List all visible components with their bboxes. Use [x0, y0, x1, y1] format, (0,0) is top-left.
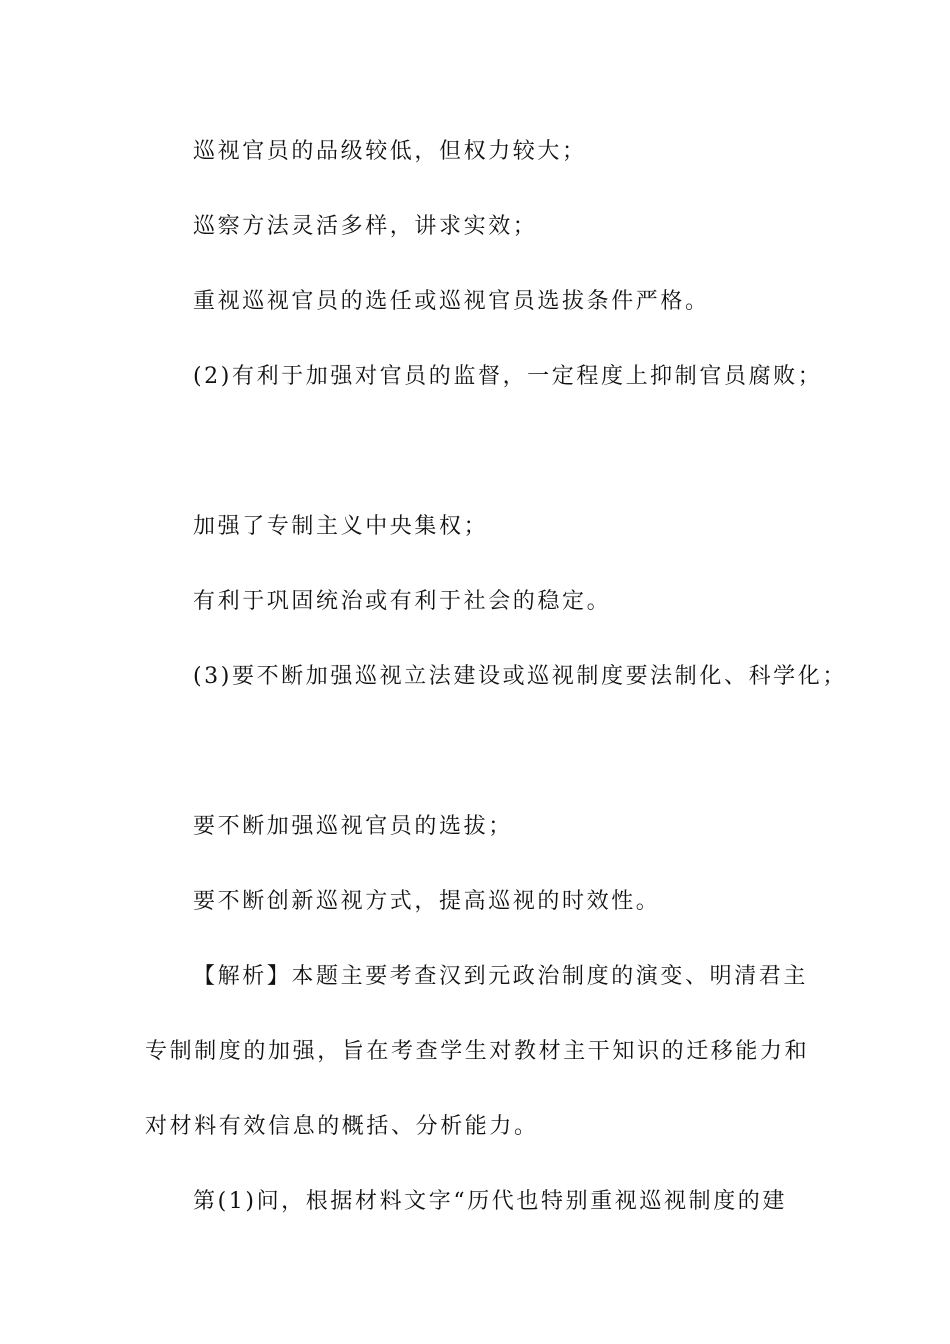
answer-part-3-line-2: 要不断加强巡视官员的选拔；	[193, 814, 513, 839]
answer-line-3: 重视巡视官员的选任或巡视官员选拔条件严格。	[193, 289, 710, 314]
analysis-line-2: 专制制度的加强，旨在考查学生对教材主干知识的迁移能力和	[145, 1039, 810, 1064]
answer-part-3-line-3: 要不断创新巡视方式，提高巡视的时效性。	[193, 889, 661, 914]
analysis-line-1: 【解析】本题主要考查汉到元政治制度的演变、明清君主	[193, 964, 809, 989]
answer-line-2: 巡察方法灵活多样，讲求实效；	[193, 214, 538, 239]
answer-part-2-line-3: 有利于巩固统治或有利于社会的稳定。	[193, 589, 612, 614]
answer-line-1: 巡视官员的品级较低，但权力较大；	[193, 139, 587, 164]
answer-part-2-line-1: (2)有利于加强对官员的监督，一定程度上抑制官员腐败；	[193, 364, 823, 389]
answer-part-3-line-1: (3)要不断加强巡视立法建设或巡视制度要法制化、科学化；	[193, 664, 847, 689]
analysis-question-1-line: 第(1)问，根据材料文字“历代也特别重视巡视制度的建	[193, 1189, 788, 1214]
analysis-line-3: 对材料有效信息的概括、分析能力。	[145, 1114, 539, 1139]
answer-part-2-line-2: 加强了专制主义中央集权；	[193, 514, 489, 539]
